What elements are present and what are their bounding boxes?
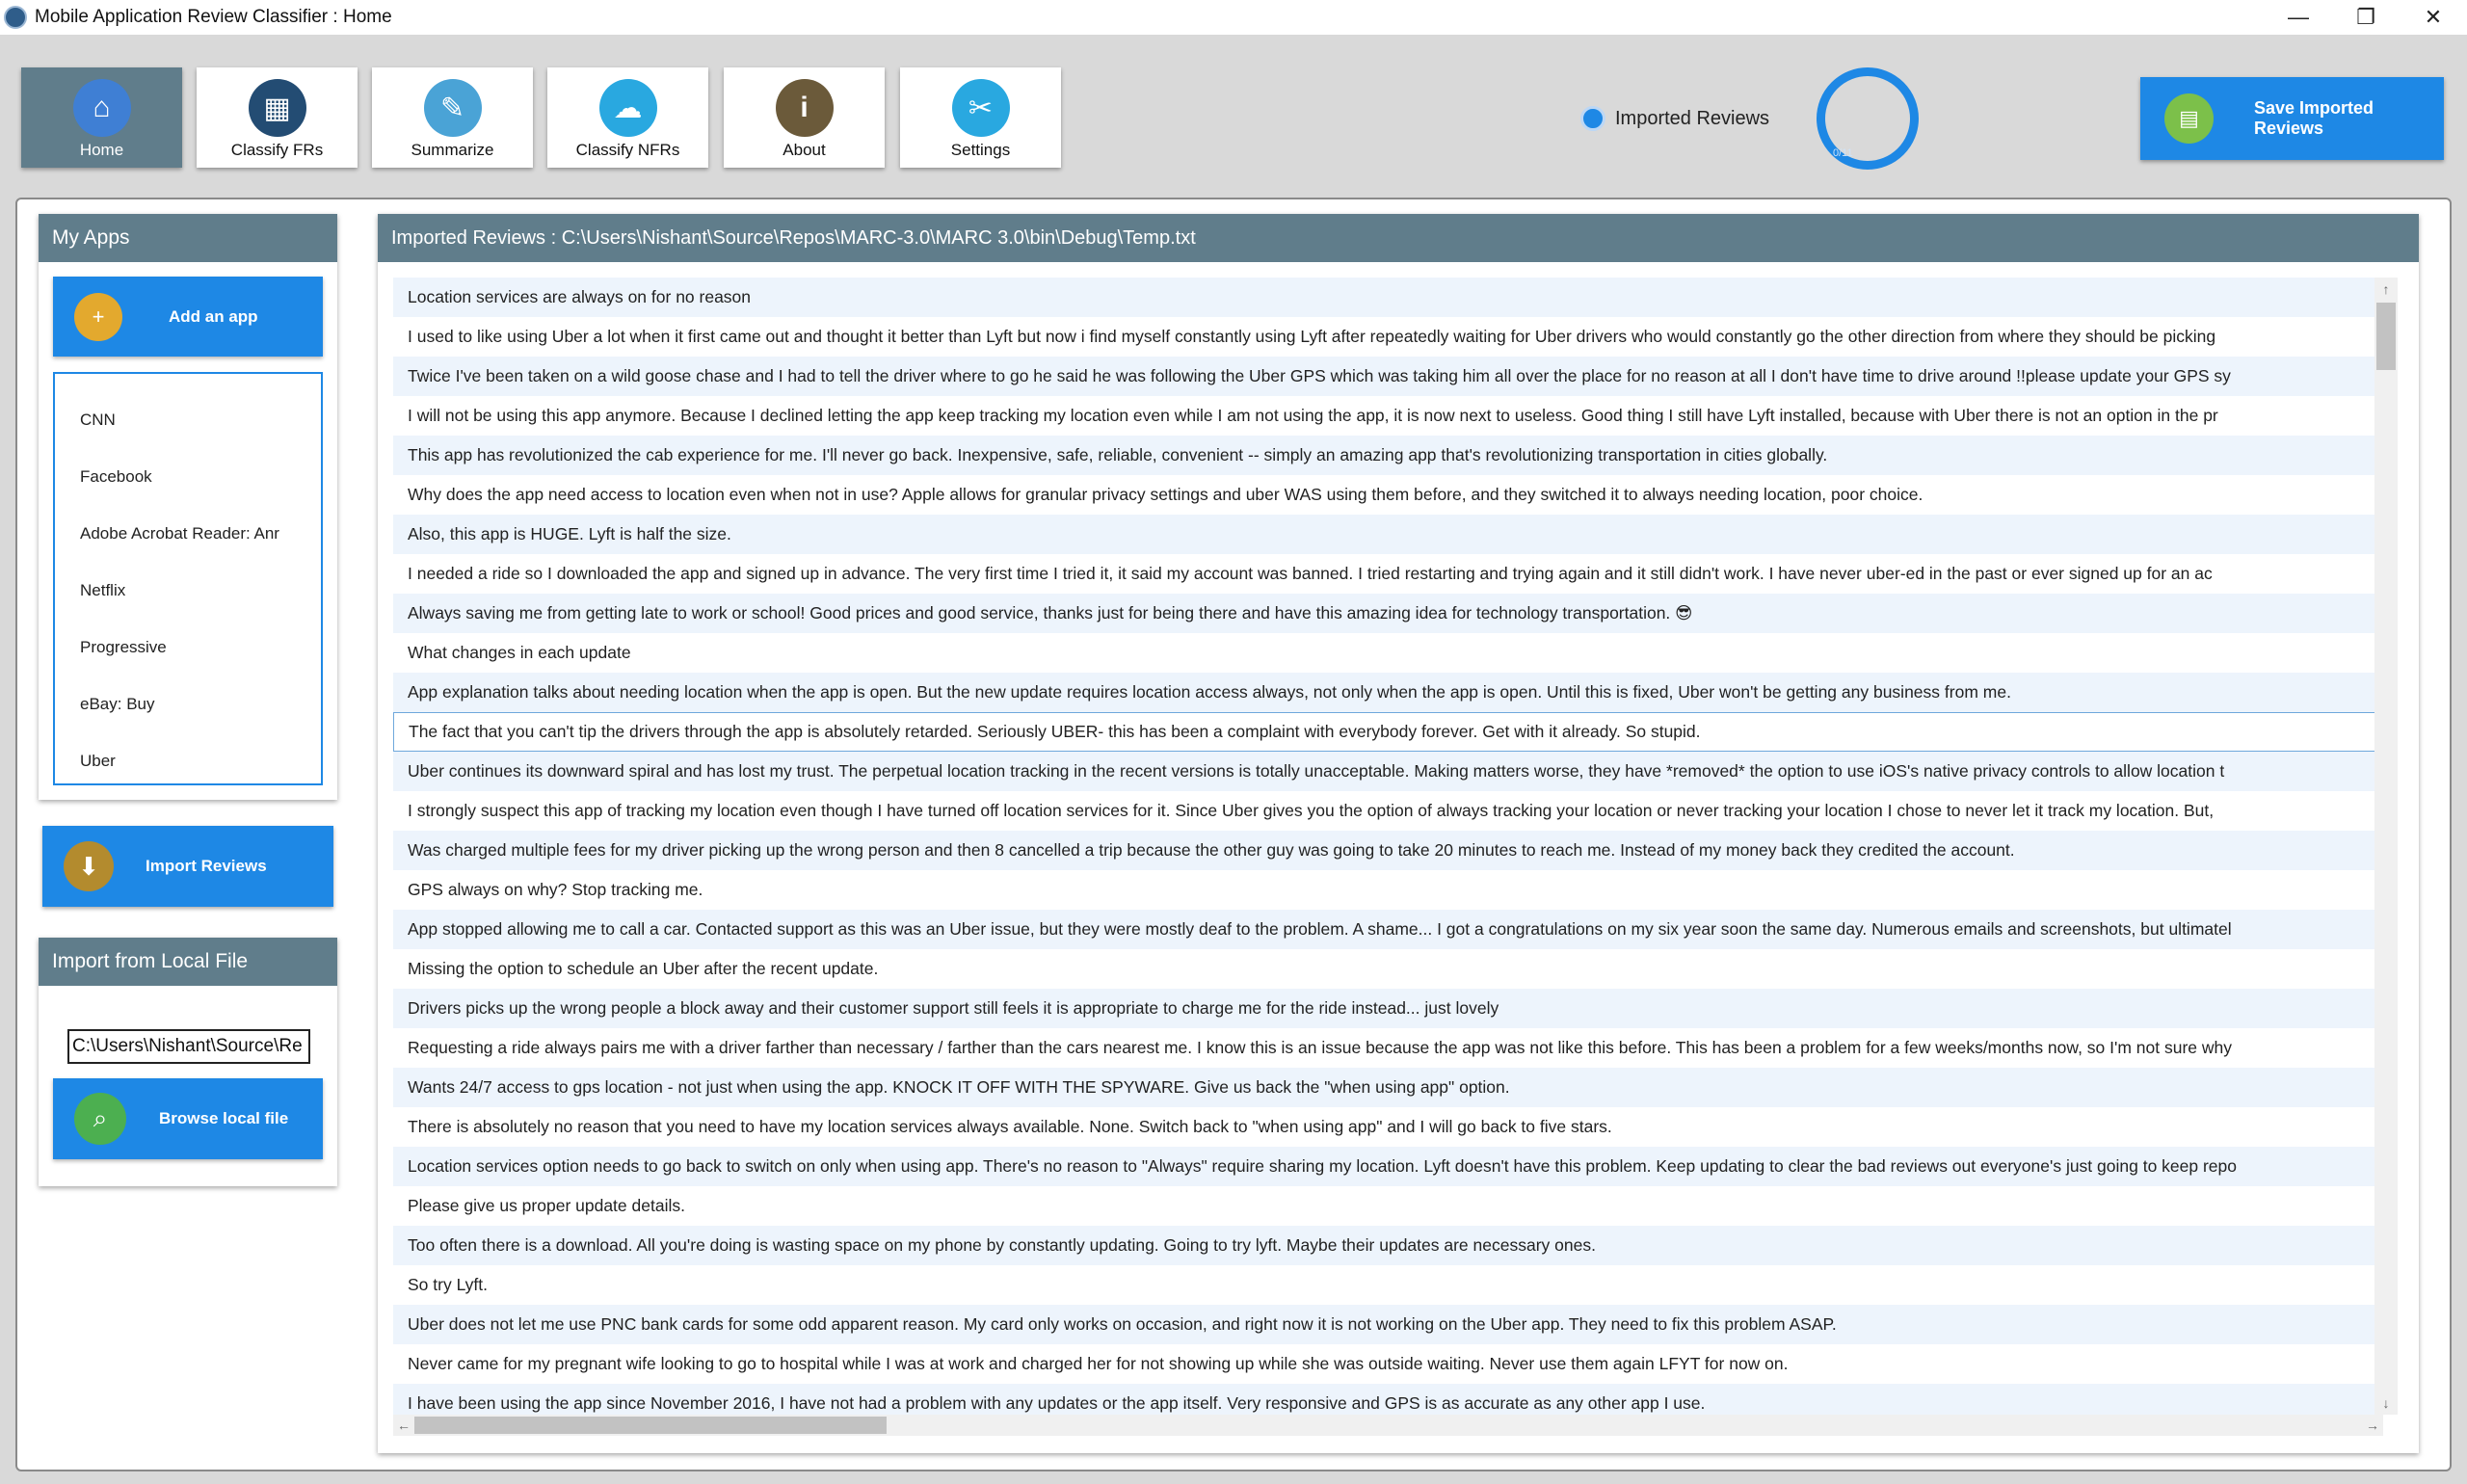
review-row[interactable]: So try Lyft. <box>408 1275 488 1294</box>
horizontal-scroll-thumb[interactable] <box>414 1417 887 1434</box>
my-apps-panel <box>39 214 337 800</box>
review-row[interactable]: What changes in each update <box>408 643 631 662</box>
summarize-icon: ✎ <box>424 79 482 137</box>
add-app-button[interactable] <box>53 277 323 357</box>
info-icon: i <box>776 79 834 137</box>
classify-icon: ▦ <box>249 79 306 137</box>
toolbar-button-label: Home <box>79 141 124 159</box>
toolbar-button-label: Settings <box>950 141 1011 159</box>
search-icon: ⌕ <box>74 1093 126 1145</box>
download-icon: ⬇ <box>64 841 114 891</box>
review-row[interactable]: This app has revolutionized the cab experience for me. I'll never go back. Inexpensive, safe, reliable, convenient -- simply an amazing app that's revolutionizing transportation in cities globally. <box>393 436 2383 475</box>
review-row[interactable]: Wants 24/7 access to gps location - not just when using the app. KNOCK IT OFF WITH THE SPYWARE. Give us back the "when using app" option. <box>393 1068 2383 1107</box>
review-row[interactable]: Missing the option to schedule an Uber after the recent update. <box>408 959 879 978</box>
save-imported-reviews-button[interactable] <box>2140 77 2444 160</box>
app-list-item[interactable]: Facebook <box>80 466 152 486</box>
browse-local-file-label: Browse local file <box>159 1109 289 1127</box>
imported-reviews-panel <box>378 214 2419 1453</box>
restore-button[interactable]: ❐ <box>2356 5 2375 29</box>
toolbar-button-home[interactable] <box>21 67 182 168</box>
toolbar-button-summarize[interactable] <box>372 67 533 168</box>
reviews-list-area <box>393 278 2398 1434</box>
review-row[interactable]: Why does the app need access to location even when not in use? Apple allows for granular privacy settings and uber WAS using them before, and they switched it to always needing location, poor choice. <box>408 485 1923 504</box>
horizontal-scrollbar[interactable] <box>393 1415 2383 1436</box>
review-row[interactable]: Uber continues its downward spiral and has lost my trust. The perpetual location tracking in the recent versions is totally unacceptable. Making matters worse, they have *removed* the option to use iOS's native privacy controls to allow location t <box>393 752 2383 791</box>
app-list-item[interactable]: Adobe Acrobat Reader: Anr <box>80 523 279 543</box>
import-reviews-button[interactable] <box>42 826 333 907</box>
app-list[interactable] <box>53 372 323 785</box>
scroll-down-icon[interactable]: ↓ <box>2382 1395 2390 1411</box>
review-row[interactable]: Was charged multiple fees for my driver picking up the wrong person and then 8 cancelled a trip because the other guy was going to take 20 minutes to reach me. Instead of my money back they credited the account. <box>393 831 2383 870</box>
review-row[interactable]: Always saving me from getting late to work or school! Good prices and good service, thanks just for being there and have this amazing idea for technology transportation. 😎 <box>393 594 2383 633</box>
tools-icon: ✂ <box>952 79 1010 137</box>
add-app-icon: + <box>74 293 122 341</box>
app-list-item[interactable]: Uber <box>80 751 116 770</box>
close-button[interactable]: ✕ <box>2424 5 2443 29</box>
vertical-scroll-thumb[interactable] <box>2376 303 2396 370</box>
minimize-button[interactable]: — <box>2288 5 2309 29</box>
import-reviews-label: Import Reviews <box>146 857 267 875</box>
toolbar-button-label: Classify NFRs <box>575 141 680 159</box>
review-row[interactable]: Uber does not let me use PNC bank cards for some odd apparent reason. My card only works on occasion, and right now it is not working on the Uber app. They need to fix this problem ASAP. <box>393 1305 2383 1344</box>
save-imported-reviews-label: Save Imported Reviews <box>2253 98 2374 138</box>
review-row[interactable]: Never came for my pregnant wife looking to go to hospital while I was at work and charged her for not showing up while she was outside waiting. Never use them again LFYT for now on. <box>408 1354 1789 1373</box>
review-row[interactable]: I strongly suspect this app of tracking my location even though I have turned off location services for it. Since Uber gives you the option of always tracking your location or never tracking your location I chose to never let it track my location. But, <box>408 801 2215 820</box>
app-list-item[interactable]: Netflix <box>80 580 126 599</box>
review-row[interactable]: GPS always on why? Stop tracking me. <box>408 880 703 899</box>
scroll-up-icon[interactable]: ↑ <box>2382 281 2390 297</box>
review-row[interactable]: App explanation talks about needing location when the app is open. But the new update requires location access always, not only when the app is open. Until this is fixed, Uber won't be getting any business from me. <box>393 673 2383 712</box>
title-bar <box>0 0 2467 35</box>
review-row[interactable]: Twice I've been taken on a wild goose chase and I had to tell the driver where to go he said he was following the Uber GPS which was taking him all over the place for no reason at all I don't have time to drive around !!please update your GPS sy <box>393 357 2383 396</box>
app-list-item[interactable]: eBay: Buy <box>80 694 155 713</box>
import-local-file-title: Import from Local File <box>39 938 337 986</box>
save-file-icon: ▤ <box>2164 93 2214 144</box>
toolbar-button-label: About <box>783 141 826 159</box>
review-row[interactable]: App stopped allowing me to call a car. Contacted support as this was an Uber issue, but they were mostly deaf to the problem. A shame... I got a congratulations on my six year soon the same day. Numerous emails and screenshots, but ultimatel <box>393 910 2383 949</box>
review-row[interactable]: There is absolutely no reason that you need to have my location services always available. None. Switch back to "when using app" and I will go back to five stars. <box>408 1117 1612 1136</box>
progress-ring <box>1817 67 1919 170</box>
scroll-right-icon[interactable]: → <box>2366 1418 2379 1433</box>
toolbar-button-label: Summarize <box>411 141 494 159</box>
scroll-left-icon[interactable]: ← <box>397 1418 411 1433</box>
toolbar-button-label: Classify FRs <box>230 141 324 159</box>
review-row[interactable]: I will not be using this app anymore. Because I declined letting the app keep tracking my location even while I am not using the app, it is now next to useless. Good thing I still have Lyft installed, because with Uber there is not an option in the pr <box>408 406 2218 425</box>
toolbar-button-classify-frs[interactable] <box>197 67 358 168</box>
window-controls <box>2265 0 2467 35</box>
toolbar-button-classify-nfrs[interactable] <box>547 67 708 168</box>
home-icon: ⌂ <box>73 79 131 137</box>
toolbar-button-settings[interactable] <box>900 67 1061 168</box>
browse-local-file-button[interactable] <box>53 1078 323 1159</box>
window-title: Mobile Application Review Classifier : Home <box>35 7 392 27</box>
imported-reviews-label: Imported Reviews <box>1615 107 1770 129</box>
progress-ring-text: 0/11 <box>1833 147 1853 159</box>
app-logo-icon <box>4 6 27 29</box>
imported-reviews-indicator <box>1580 106 1769 131</box>
app-list-item[interactable]: Progressive <box>80 637 167 656</box>
review-row[interactable]: Also, this app is HUGE. Lyft is half the size. <box>393 515 2383 554</box>
review-row[interactable]: Please give us proper update details. <box>408 1196 685 1215</box>
review-row[interactable]: Location services are always on for no reason <box>393 278 2383 317</box>
review-row[interactable]: Location services option needs to go back to switch on only when using app. There's no reason to "Always" require sharing my location. Lyft doesn't have this problem. Keep updating to clear the bad reviews out everyone's just going to keep repo <box>393 1147 2383 1186</box>
review-row[interactable]: I used to like using Uber a lot when it first came out and thought it better than Lyft but now i find myself constantly using Lyft after repeatedly waiting for Uber drivers who would constantly go the other direction from where they should be picking <box>408 327 2216 346</box>
review-row[interactable]: I have been using the app since November 2016, I have not had a problem with any updates or the app itself. Very responsive and GPS is as accurate as any other app I use. <box>393 1384 2383 1415</box>
review-row[interactable]: I needed a ride so I downloaded the app and signed up in advance. The very first time I tried it, it said my account was banned. I tried restarting and trying again and it still didn't work. I have never uber-ed in the past or ever signed up for an ac <box>408 564 2213 583</box>
cloud-icon: ☁ <box>599 79 657 137</box>
imported-reviews-title: Imported Reviews : C:\Users\Nishant\Source\Repos\MARC-3.0\MARC 3.0\bin\Debug\Temp.txt <box>378 214 2419 262</box>
my-apps-title: My Apps <box>39 214 337 262</box>
review-row[interactable]: Requesting a ride always pairs me with a driver farther than necessary / farther than the cars nearest me. I know this is an issue because the app was not like this before. This has been a problem for a few weeks/months now, so I'm not sure why <box>408 1038 2232 1057</box>
add-app-label: Add an app <box>169 306 258 326</box>
import-local-file-panel <box>39 938 337 1186</box>
review-row[interactable]: The fact that you can't tip the drivers through the app is absolutely retarded. Seriously UBER- this has been a complaint with everybody forever. Get with it already. So stupid. <box>393 712 2383 752</box>
vertical-scrollbar[interactable] <box>2374 278 2398 1415</box>
local-file-path-input[interactable] <box>67 1029 310 1064</box>
toolbar-button-about[interactable] <box>724 67 885 168</box>
review-row[interactable]: Too often there is a download. All you're doing is wasting space on my phone by constantly updating. Going to try lyft. Maybe their updates are necessary ones. <box>393 1226 2383 1265</box>
reviews-list[interactable] <box>393 278 2383 1415</box>
app-list-item[interactable]: CNN <box>80 410 116 429</box>
review-row[interactable]: Drivers picks up the wrong people a block away and their customer support still feels it is appropriate to charge me for the ride instead... just lovely <box>393 989 2383 1028</box>
status-dot-icon <box>1580 106 1605 131</box>
